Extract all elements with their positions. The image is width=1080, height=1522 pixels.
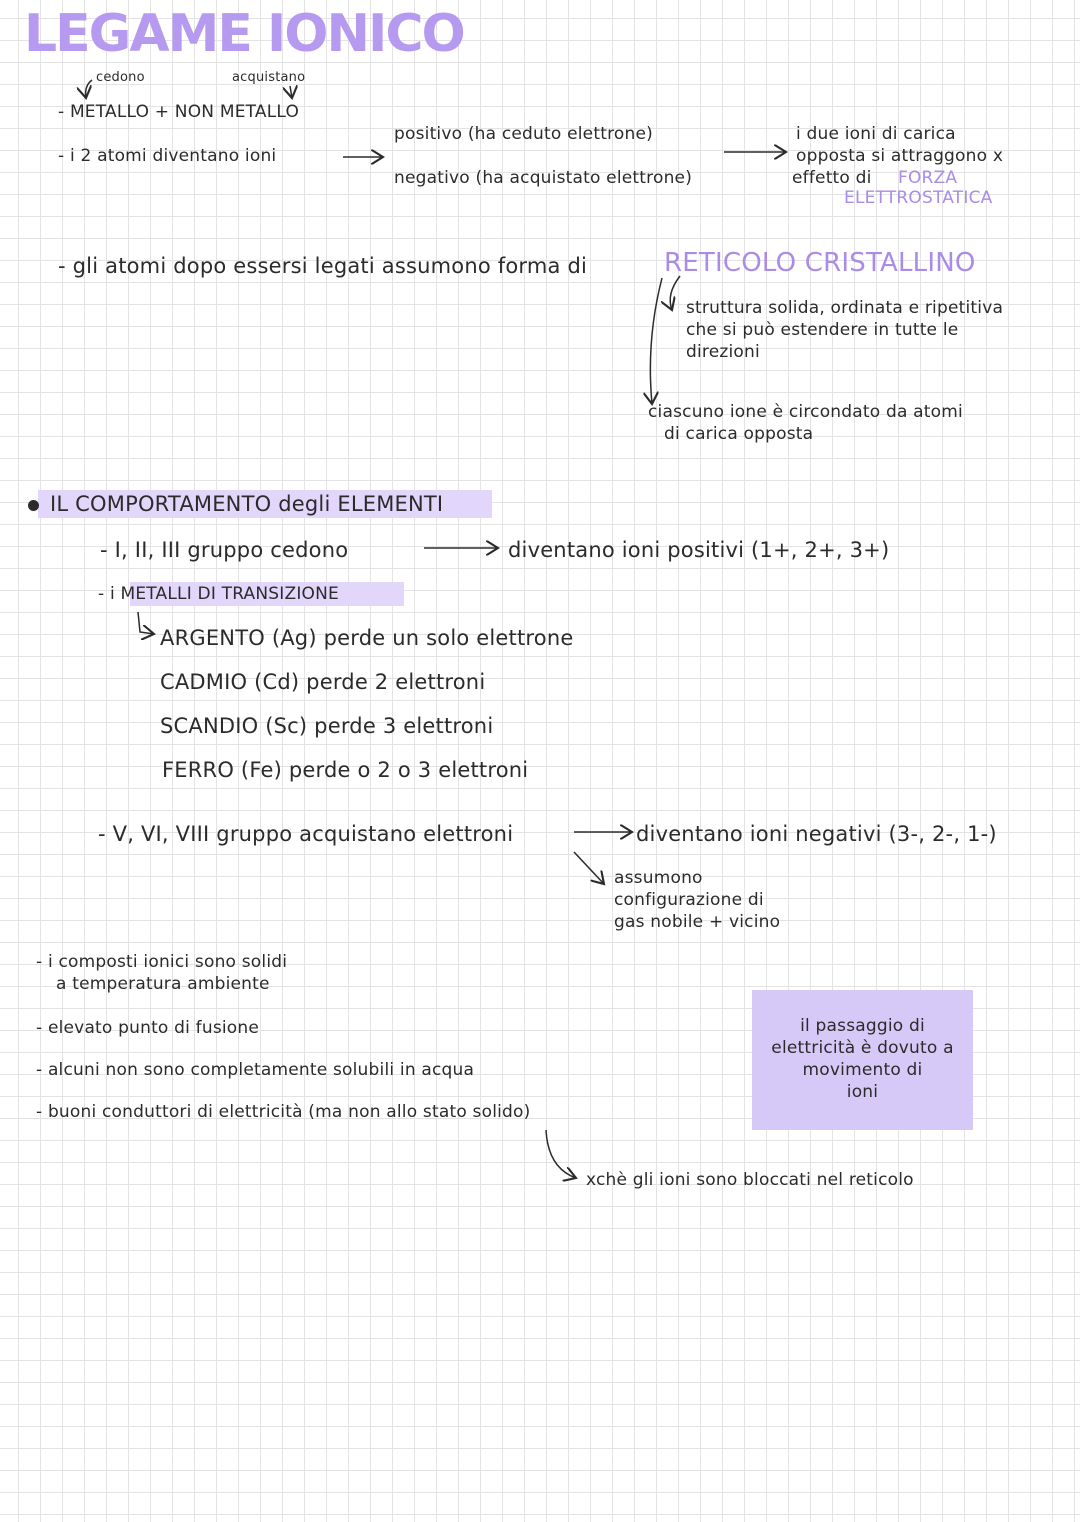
reticolo-line: - gli atomi dopo essersi legati assumono forma di bbox=[58, 254, 588, 278]
line-metallo: - METALLO + NON METALLO bbox=[58, 102, 300, 122]
arrow-perche bbox=[546, 1130, 576, 1178]
perche: xchè gli ioni sono bloccati nel reticolo bbox=[586, 1170, 914, 1190]
arrow-argento bbox=[138, 612, 154, 634]
attract-line-1: i due ioni di carica bbox=[796, 124, 956, 144]
argento: ARGENTO (Ag) perde un solo elettrone bbox=[160, 626, 574, 650]
cadmio: CADMIO (Cd) perde 2 elettroni bbox=[160, 670, 486, 694]
box-line-1: il passaggio di bbox=[800, 1016, 925, 1036]
label-acquistano: acquistano bbox=[232, 70, 306, 85]
arrow-acquistano bbox=[290, 86, 292, 98]
reticolo-desc-3: direzioni bbox=[686, 342, 760, 362]
prop-1b: a temperatura ambiente bbox=[56, 974, 270, 994]
elettrostatica-term: ELETTROSTATICA bbox=[844, 188, 993, 208]
attract-line-2: opposta si attraggono x bbox=[796, 146, 1004, 166]
ferro: FERRO (Fe) perde o 2 o 3 elettroni bbox=[162, 758, 529, 782]
page-title: LEGAME IONICO bbox=[24, 4, 464, 64]
arrow-config bbox=[574, 852, 604, 884]
box-line-2: elettricità è dovuto a bbox=[771, 1038, 954, 1058]
arrow-cedono bbox=[86, 80, 92, 98]
arrow-reticolo-down bbox=[650, 278, 662, 404]
config-2: configurazione di bbox=[614, 890, 764, 910]
prop-1a: - i composti ionici sono solidi bbox=[36, 952, 288, 972]
arrow-reticolo-desc bbox=[670, 276, 680, 310]
config-3: gas nobile + vicino bbox=[614, 912, 781, 932]
ione-positivo: positivo (ha ceduto elettrone) bbox=[394, 124, 653, 144]
prop-2: - elevato punto di fusione bbox=[36, 1018, 260, 1038]
prop-4: - buoni conduttori di elettricità (ma non allo stato solido) bbox=[36, 1102, 531, 1122]
metalli-transizione: - i METALLI DI TRANSIZIONE bbox=[98, 584, 339, 604]
reticolo-term: RETICOLO CRISTALLINO bbox=[664, 248, 976, 278]
gruppi-acquistano: - V, VI, VIII gruppo acquistano elettroni bbox=[98, 822, 514, 846]
reticolo-desc-2: che si può estendere in tutte le bbox=[686, 320, 959, 340]
line-ioni: - i 2 atomi diventano ioni bbox=[58, 146, 277, 166]
forza-term: FORZA bbox=[898, 168, 958, 188]
attract-line-3: effetto di bbox=[792, 168, 872, 188]
label-cedono: cedono bbox=[96, 70, 145, 85]
ione-negativo: negativo (ha acquistato elettrone) bbox=[394, 168, 693, 188]
box-line-4: ioni bbox=[846, 1082, 879, 1102]
ion-desc-1: ciascuno ione è circondato da atomi bbox=[648, 402, 963, 422]
gruppi-cedono: - I, II, III gruppo cedono bbox=[100, 538, 349, 562]
diventano-positivi: diventano ioni positivi (1+, 2+, 3+) bbox=[508, 538, 890, 562]
config-1: assumono bbox=[614, 868, 703, 888]
box-line-3: movimento di bbox=[802, 1060, 923, 1080]
prop-3: - alcuni non sono completamente solubili in acqua bbox=[36, 1060, 475, 1080]
diventano-negativi: diventano ioni negativi (3-, 2-, 1-) bbox=[636, 822, 997, 846]
reticolo-desc-1: struttura solida, ordinata e ripetitiva bbox=[686, 298, 1004, 318]
section-heading: IL COMPORTAMENTO degli ELEMENTI bbox=[50, 492, 444, 516]
scandio: SCANDIO (Sc) perde 3 elettroni bbox=[160, 714, 494, 738]
ion-desc-2: di carica opposta bbox=[664, 424, 814, 444]
